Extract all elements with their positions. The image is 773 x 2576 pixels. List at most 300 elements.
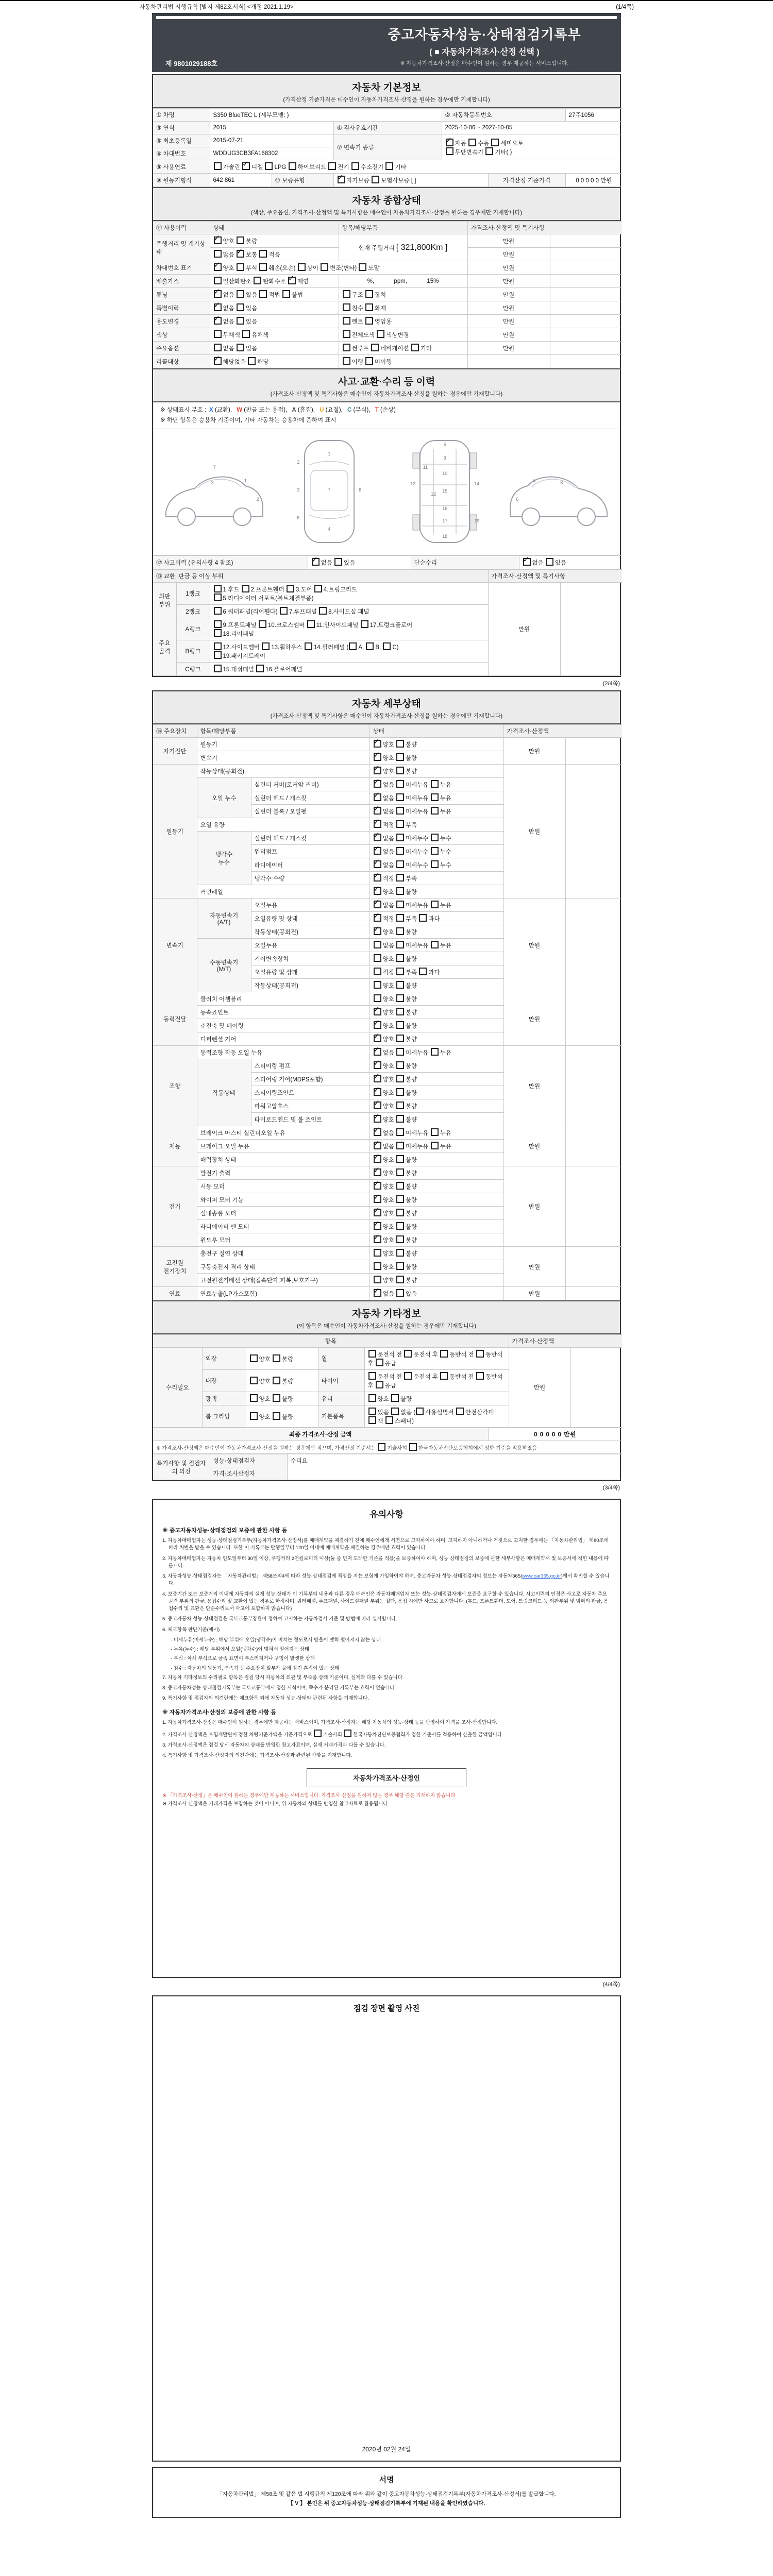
checkbox-empty[interactable] (343, 357, 350, 365)
notice-paragraph: 1. 자동차매매업자는 성능·상태점검기록부(자동차가격조사·산정서)를 매매계약을 체결하기 전에 매수인에게 서면으로 고지하여야 하며, 고지하지 아니하거나 거짓으로 고지한 경우에는 「자동차관리법」 제80조에 따라 처벌을 받을 수 있습니다. 또한 이 기록부는 발행일부터 120일 이내에 매매계약을 체결하는 경우에만 효력이 있습니다. (162, 1538, 609, 1551)
checkbox-checked[interactable] (374, 1048, 381, 1056)
checkbox-empty[interactable] (314, 1730, 322, 1737)
checkbox-empty[interactable] (214, 585, 222, 592)
item-cell: 타이로드엔드 및 볼 조인트 (251, 1113, 369, 1126)
checkbox-empty[interactable] (371, 344, 379, 351)
table-row (153, 1046, 622, 1059)
checkbox-empty[interactable] (214, 651, 222, 659)
checkbox-empty[interactable] (385, 1416, 393, 1424)
price-cell: 만원 (467, 342, 550, 355)
symbol-W: W (237, 407, 243, 413)
checkbox-empty[interactable] (396, 793, 404, 801)
parts-header: ⑬ 교환, 판금 등 이상 부위 (153, 570, 488, 583)
checkbox-empty[interactable] (440, 1372, 448, 1380)
options-item: 썬루프 네비게이션 기타 (339, 342, 467, 355)
checkbox-checked[interactable] (374, 927, 381, 935)
checkbox-empty[interactable] (343, 290, 350, 298)
checkbox-empty[interactable] (237, 263, 244, 271)
checkbox-empty[interactable] (265, 162, 273, 170)
checkbox-empty[interactable] (214, 607, 222, 615)
checkbox-empty[interactable] (368, 1394, 376, 1402)
note-cell (550, 248, 622, 261)
checkbox-checked[interactable] (374, 740, 381, 748)
item-header: 항목/해당부품 (197, 725, 369, 738)
accident-history-state: ✓ 없음 있음 (308, 556, 411, 569)
item-cell: 기어변속장치 (251, 952, 369, 965)
checkbox-empty[interactable] (372, 176, 379, 183)
checkbox-empty[interactable] (396, 1061, 404, 1069)
checkbox-empty[interactable] (396, 1075, 404, 1082)
table-header-row (153, 570, 622, 583)
checkbox-empty[interactable] (374, 1262, 381, 1270)
checkbox-empty[interactable] (214, 620, 222, 628)
checkbox-empty[interactable] (273, 1354, 280, 1362)
checkbox-empty[interactable] (376, 1381, 383, 1388)
diagram-part-number: 14 (474, 481, 480, 487)
diagram-part-number: 2 (297, 460, 300, 465)
checkbox-empty[interactable] (328, 162, 336, 170)
checkbox-empty[interactable] (416, 1408, 424, 1415)
checkbox-empty[interactable] (282, 290, 290, 298)
inspection-date: 2020년 02월 24일 (362, 2446, 411, 2453)
device-label: 변속기 (153, 899, 197, 992)
checkbox-empty[interactable] (378, 1443, 385, 1451)
table-row (153, 1287, 622, 1300)
checkbox-empty[interactable] (256, 665, 264, 672)
checkbox-empty[interactable] (319, 607, 327, 615)
final-price-label: 최종 가격조사·산정 금액 (153, 1428, 488, 1441)
photos-title: 점검 장면 촬영 사진 (353, 2004, 420, 2013)
checkbox-empty[interactable] (374, 968, 381, 975)
checkbox-empty[interactable] (396, 1289, 404, 1297)
other-item-state: 양호 불량 (246, 1348, 318, 1370)
checkbox-empty[interactable] (287, 585, 294, 592)
checkbox-checked[interactable] (374, 887, 381, 895)
checkbox-empty[interactable] (396, 1262, 404, 1270)
model-year-label: ③ 연식 (153, 122, 210, 134)
price-cell: 만원 (503, 765, 565, 899)
checkbox-empty[interactable] (446, 147, 453, 155)
checkbox-empty[interactable] (456, 1408, 464, 1415)
checkbox-empty[interactable] (431, 1142, 439, 1149)
checkbox-empty[interactable] (214, 330, 222, 338)
checkbox-empty[interactable] (396, 1249, 404, 1257)
checkbox-empty[interactable] (214, 629, 222, 637)
checkbox-empty[interactable] (214, 250, 222, 258)
checkbox-empty[interactable] (419, 968, 427, 975)
checkbox-empty[interactable] (431, 941, 439, 948)
checkbox-empty[interactable] (259, 250, 267, 258)
checkbox-empty[interactable] (396, 847, 404, 855)
checkbox-empty[interactable] (237, 290, 244, 298)
state-cell: ✓ 적정 부족 과다 (369, 912, 503, 925)
notice-foot-2: ※ 가격조사·산정액은 거래가격을 보장하는 것이 아니며, 위 자동차의 상태를 반영한 참고자료로 활용됩니다. (162, 1801, 390, 1807)
checkbox-empty[interactable] (273, 1412, 280, 1420)
checkbox-empty[interactable] (431, 847, 439, 855)
accident-history-label: ⑫ 사고이력 (유의사항 4 참조) (153, 556, 308, 569)
checkbox-empty[interactable] (396, 740, 404, 748)
table-row (153, 1247, 622, 1260)
checkbox-empty[interactable] (396, 834, 404, 841)
checkbox-empty[interactable] (546, 558, 553, 566)
diagram-part-number: 18 (442, 534, 448, 539)
car-diagram-rear-right (504, 433, 616, 551)
checkbox-empty[interactable] (376, 1359, 383, 1366)
table-row (153, 109, 622, 122)
checkbox-empty[interactable] (396, 1115, 404, 1123)
checkbox-checked[interactable] (338, 176, 345, 183)
checkbox-checked[interactable] (288, 277, 296, 284)
checkbox-empty[interactable] (365, 357, 373, 365)
state-cell: ✓ 없음 있음 (369, 1287, 503, 1300)
state-cell: 양호 불량 (369, 1274, 503, 1287)
checkbox-empty[interactable] (419, 914, 427, 922)
car365-link[interactable]: www.car365.go.kr (522, 1573, 561, 1580)
state-cell: ✓ 양호 불량 (369, 925, 503, 939)
checkbox-empty[interactable] (273, 1377, 280, 1384)
checkbox-empty[interactable] (396, 753, 404, 761)
table-row (153, 288, 622, 301)
checkbox-checked[interactable] (374, 807, 381, 815)
subgroup-label: 수동변속기 (M/T) (197, 939, 251, 992)
detail-table (153, 724, 622, 1300)
item-cell: 파워고압호스 (251, 1099, 369, 1113)
car-damage-diagrams (153, 429, 620, 555)
checkbox-empty[interactable] (343, 344, 350, 351)
checkbox-empty[interactable] (298, 263, 306, 271)
item-cell: 발전기 출력 (197, 1166, 369, 1180)
notice-foot-1: ※ 「가격조사·산정」은 매수인이 원하는 경우에만 제공하는 서비스입니다. 가격조사·산정을 원하지 않는 경우 해당 란은 기재하지 않습니다. (162, 1792, 457, 1799)
checkbox-empty[interactable] (262, 642, 270, 650)
checkbox-checked[interactable] (374, 1008, 381, 1015)
checkbox-empty[interactable] (248, 357, 256, 365)
checkbox-empty[interactable] (431, 1048, 439, 1056)
checkbox-checked[interactable] (374, 834, 381, 841)
item-cell: 시동 모터 (197, 1180, 369, 1193)
checkbox-empty[interactable] (431, 807, 439, 815)
diagram-part-number: 1 (244, 478, 247, 484)
checkbox-empty[interactable] (237, 303, 244, 311)
checkbox-empty[interactable] (214, 344, 222, 351)
checkbox-empty[interactable] (396, 820, 404, 828)
item-cell: 오일누유 (251, 939, 369, 952)
state-cell: 양호 불량 (369, 1260, 503, 1274)
checkbox-empty[interactable] (396, 1101, 404, 1109)
checkbox-empty[interactable] (431, 780, 439, 788)
checkbox-empty[interactable] (259, 620, 266, 628)
checkbox-empty[interactable] (491, 139, 499, 146)
diagram-part-number: 8 (359, 487, 362, 493)
checkbox-checked[interactable] (214, 303, 222, 311)
checkbox-empty[interactable] (250, 1394, 258, 1402)
checkbox-empty[interactable] (334, 558, 342, 566)
notice-paragraph: 5. 중고자동차 성능·상태점검은 국토교통부장관이 정하여 고시하는 자동차검사 기준 및 방법에 따라 실시합니다. (162, 1616, 397, 1622)
checkbox-empty[interactable] (396, 1209, 404, 1216)
checkbox-checked[interactable] (374, 1115, 381, 1123)
checkbox-empty[interactable] (431, 793, 439, 801)
checkbox-empty[interactable] (396, 901, 404, 908)
parts-price-header: 가격조사·산정액 및 특기사항 (488, 570, 622, 583)
checkbox-empty[interactable] (391, 1408, 399, 1415)
color-item: 전체도색 색상변경 (339, 328, 467, 342)
checkbox-empty[interactable] (485, 147, 493, 155)
checkbox-empty[interactable] (349, 642, 357, 650)
checkbox-checked[interactable] (374, 1222, 381, 1230)
other-band (153, 1300, 620, 1334)
checkbox-checked[interactable] (374, 1168, 381, 1176)
note-cell (565, 1046, 622, 1126)
checkbox-checked[interactable] (374, 780, 381, 788)
checkbox-empty[interactable] (343, 317, 350, 325)
checkbox-empty[interactable] (396, 1008, 404, 1015)
checkbox-checked[interactable] (374, 1021, 381, 1029)
checkbox-empty[interactable] (396, 927, 404, 935)
checkbox-empty[interactable] (396, 807, 404, 815)
checkbox-empty[interactable] (396, 994, 404, 1002)
checkbox-empty[interactable] (237, 236, 244, 244)
checkbox-empty[interactable] (214, 277, 222, 284)
checkbox-empty[interactable] (242, 330, 250, 338)
checkbox-checked[interactable] (374, 1035, 381, 1042)
checkbox-empty[interactable] (321, 263, 328, 271)
checkbox-empty[interactable] (396, 1235, 404, 1243)
checkbox-empty[interactable] (368, 1408, 376, 1415)
checkbox-checked[interactable] (374, 874, 381, 882)
checkbox-empty[interactable] (374, 994, 381, 1002)
checkbox-empty[interactable] (365, 317, 373, 325)
checkbox-checked[interactable] (214, 290, 222, 298)
price-cell: 만원 (467, 328, 550, 342)
checkbox-empty[interactable] (396, 1222, 404, 1230)
checkbox-checked[interactable] (374, 847, 381, 855)
checkbox-empty[interactable] (396, 887, 404, 895)
page-meta (139, 1, 634, 13)
checkbox-empty[interactable] (368, 1350, 376, 1358)
checkbox-checked[interactable] (374, 1101, 381, 1109)
checkbox-empty[interactable] (391, 1394, 399, 1402)
checkbox-checked[interactable] (374, 767, 381, 774)
price-cell: 만원 (467, 288, 550, 301)
checkbox-empty[interactable] (366, 642, 374, 650)
checkbox-empty[interactable] (396, 1195, 404, 1203)
checkbox-checked[interactable] (374, 1209, 381, 1216)
checkbox-empty[interactable] (396, 1168, 404, 1176)
checkbox-empty[interactable] (385, 162, 393, 170)
diagram-part-number: 13 (410, 481, 416, 487)
item-cell: 오일유량 및 상태 (251, 965, 369, 979)
page-marker-1: (1/4쪽) (616, 4, 634, 10)
checkbox-empty[interactable] (368, 1416, 376, 1424)
checkbox-checked[interactable] (374, 1088, 381, 1096)
checkbox-empty[interactable] (377, 330, 384, 338)
checkbox-empty[interactable] (273, 1394, 280, 1402)
checkbox-empty[interactable] (468, 139, 476, 146)
base-price-value: 0 0 0 0 0 만원 (565, 174, 622, 187)
checkbox-empty[interactable] (396, 981, 404, 989)
checkbox-checked[interactable] (446, 139, 453, 146)
section-detail (152, 690, 621, 1481)
checkbox-checked[interactable] (374, 1155, 381, 1163)
checkbox-empty[interactable] (396, 1142, 404, 1149)
checkbox-empty[interactable] (431, 901, 439, 908)
checkbox-checked[interactable] (242, 162, 250, 170)
checkbox-checked[interactable] (374, 1061, 381, 1069)
checkbox-empty[interactable] (259, 290, 267, 298)
notice-paragraph: 6. 체크항목 판단기준(예시) (162, 1626, 220, 1633)
diagram-part-number: 15 (442, 488, 448, 494)
checkbox-empty[interactable] (396, 914, 404, 922)
item-cell: 라디에이터 (251, 858, 369, 872)
checkbox-checked[interactable] (374, 793, 381, 801)
checkbox-empty[interactable] (431, 860, 439, 868)
checkbox-empty[interactable] (343, 303, 350, 311)
diagram-part-number: 19 (474, 518, 480, 524)
checkbox-empty[interactable] (250, 1354, 258, 1362)
state-cell: ✓ 양호 불량 (369, 765, 503, 778)
checkbox-checked[interactable] (214, 357, 222, 365)
checkbox-empty[interactable] (343, 330, 350, 338)
item-cell: 스티어링조인트 (251, 1086, 369, 1099)
checkbox-checked[interactable] (237, 250, 244, 258)
checkbox-empty[interactable] (351, 162, 359, 170)
checkbox-empty[interactable] (365, 303, 373, 311)
checkbox-empty[interactable] (214, 665, 222, 672)
checkbox-checked[interactable] (374, 820, 381, 828)
checkbox-empty[interactable] (440, 1350, 448, 1358)
detail-band (153, 691, 620, 724)
signature-line-1: 「자동차관리법」 제58조 및 같은 법 시행규칙 제120조에 따라 위와 같이 중고자동차성능·상태점검기록부(자동차가격조사·산정서)를 발급합니다. (217, 2491, 556, 2498)
tuning-state: ✓ 없음 있음 적법 불법 (210, 288, 339, 301)
checkbox-empty[interactable] (214, 642, 222, 650)
checkbox-empty[interactable] (396, 941, 404, 948)
checkbox-checked[interactable] (374, 1235, 381, 1243)
checkbox-empty[interactable] (396, 1035, 404, 1042)
checkbox-empty[interactable] (365, 290, 373, 298)
checkbox-checked[interactable] (214, 263, 222, 271)
usage-change-label: 용도변경 (153, 315, 210, 328)
checkbox-empty[interactable] (404, 1350, 412, 1358)
price-cell: 만원 (467, 248, 550, 261)
checkbox-empty[interactable] (307, 620, 315, 628)
other-item-state: 있음 없음 ( 사용설명서 안전삼각대 잭 스패너) (364, 1405, 509, 1428)
checkbox-checked[interactable] (374, 753, 381, 761)
table-row (153, 315, 622, 328)
diagram-part-number: 4 (328, 527, 331, 532)
item-cell: 브레이크 마스터 실린더오일 누유 (197, 1126, 369, 1140)
checkbox-empty[interactable] (259, 263, 267, 271)
checkbox-checked[interactable] (312, 558, 320, 566)
checkbox-empty[interactable] (289, 162, 296, 170)
checkbox-checked[interactable] (374, 1128, 381, 1136)
checkbox-checked[interactable] (374, 1289, 381, 1297)
checkbox-empty[interactable] (431, 1128, 439, 1136)
checkbox-empty[interactable] (396, 1155, 404, 1163)
checkbox-empty[interactable] (411, 344, 419, 351)
checkbox-empty[interactable] (374, 941, 381, 948)
checkbox-empty[interactable] (396, 1276, 404, 1283)
checkbox-empty[interactable] (344, 1730, 351, 1737)
checkbox-empty[interactable] (242, 585, 249, 592)
basic-info-title: 자동차 기본정보 (352, 82, 421, 93)
checkbox-empty[interactable] (361, 620, 368, 628)
price-cell: 만원 (503, 1126, 565, 1166)
checkbox-checked[interactable] (214, 236, 222, 244)
state-cell: ✓ 양호 불량 (369, 1113, 503, 1126)
checkbox-empty[interactable] (237, 317, 244, 325)
rank-label: B랭크 (176, 640, 210, 663)
checkbox-empty[interactable] (374, 1276, 381, 1283)
other-item-name: 휠 (318, 1348, 364, 1370)
checkbox-empty[interactable] (404, 1372, 412, 1380)
checkbox-empty[interactable] (237, 344, 244, 351)
checkbox-checked[interactable] (374, 1075, 381, 1082)
checkbox-checked[interactable] (374, 1182, 381, 1190)
checkbox-empty[interactable] (476, 1372, 484, 1380)
checkbox-empty[interactable] (396, 1088, 404, 1096)
checkbox-empty[interactable] (305, 642, 312, 650)
section-photos (152, 1995, 621, 2462)
checkbox-empty[interactable] (396, 968, 404, 975)
checkbox-empty[interactable] (396, 1048, 404, 1056)
checkbox-empty[interactable] (396, 1021, 404, 1029)
notice-paragraph: 2. 가격조사·산정액은 보험개발원이 정한 차량기준가액을 기준가격으로 기술사회 한국자동차진단보증협회가 정한 기준서를 적용하여 산출한 금액입니다. (162, 1730, 611, 1739)
checkbox-empty[interactable] (396, 874, 404, 882)
checkbox-checked[interactable] (374, 1142, 381, 1149)
item-cell: 작동상태(공회전) (251, 925, 369, 939)
state-cell: ✓ 양호 불량 (369, 885, 503, 899)
checkbox-empty[interactable] (214, 594, 222, 601)
checkbox-empty[interactable] (368, 1372, 376, 1380)
checkbox-empty[interactable] (476, 1350, 484, 1358)
checkbox-checked[interactable] (374, 860, 381, 868)
checkbox-empty[interactable] (431, 834, 439, 841)
checkbox-checked[interactable] (523, 558, 531, 566)
checkbox-empty[interactable] (396, 780, 404, 788)
checkbox-empty[interactable] (396, 1128, 404, 1136)
checkbox-empty[interactable] (254, 277, 261, 284)
options-state: 없음 있음 (210, 342, 339, 355)
checkbox-empty[interactable] (250, 1412, 258, 1420)
checkbox-empty[interactable] (374, 954, 381, 962)
car-outline-rear-right-icon (504, 433, 616, 551)
item-cell: 냉각수 수량 (251, 872, 369, 885)
table-row (153, 160, 622, 174)
checkbox-checked[interactable] (374, 901, 381, 908)
use-history-header: ⑪ 사용이력 (153, 222, 210, 234)
checkbox-empty[interactable] (396, 954, 404, 962)
checkbox-empty[interactable] (314, 585, 322, 592)
checkbox-empty[interactable] (396, 767, 404, 774)
first-reg-label: ⑤ 최초등록일 (153, 134, 210, 147)
checkbox-empty[interactable] (214, 162, 222, 170)
symbol-C: C (347, 407, 352, 413)
page-marker-2: (2/4쪽) (602, 681, 620, 687)
checkbox-empty[interactable] (383, 642, 391, 650)
vin-label: ⑥ 차대번호 (153, 147, 210, 160)
other-item-state: 양호 불량 (246, 1392, 318, 1405)
checkbox-empty[interactable] (359, 263, 366, 271)
checkbox-empty[interactable] (409, 1443, 417, 1451)
checkbox-empty[interactable] (280, 607, 288, 615)
checkbox-checked[interactable] (374, 914, 381, 922)
checkbox-empty[interactable] (374, 981, 381, 989)
checkbox-empty[interactable] (250, 1377, 258, 1384)
checkbox-checked[interactable] (214, 317, 222, 325)
checkbox-empty[interactable] (374, 1249, 381, 1257)
checkbox-empty[interactable] (396, 1182, 404, 1190)
checkbox-empty[interactable] (396, 860, 404, 868)
checkbox-checked[interactable] (374, 1195, 381, 1203)
